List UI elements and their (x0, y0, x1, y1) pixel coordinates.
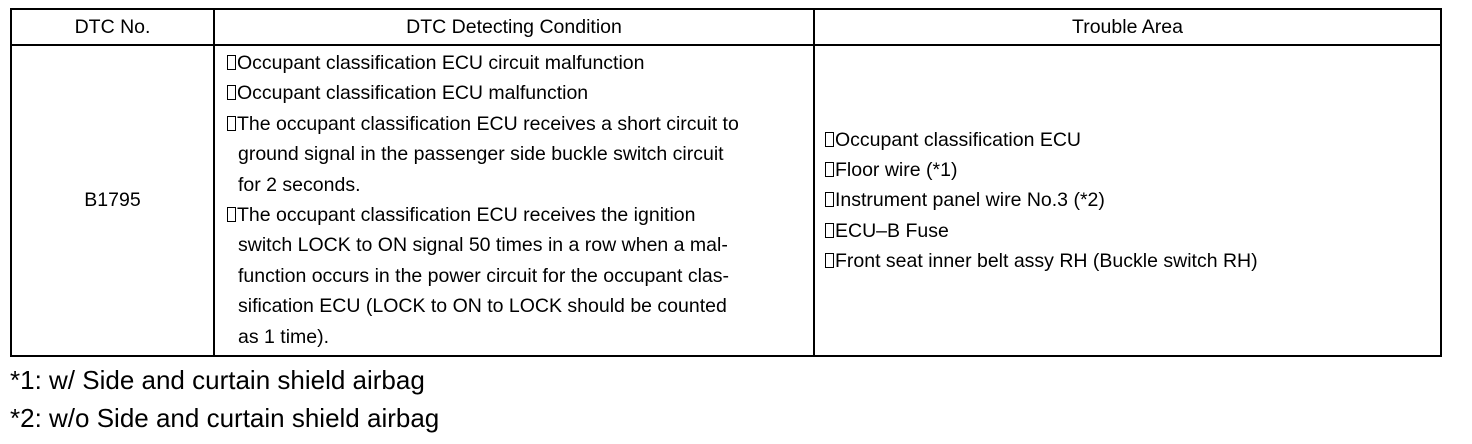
checkbox-icon (227, 207, 236, 222)
checkbox-icon (825, 223, 834, 238)
footnotes (10, 361, 439, 437)
condition-text: sification ECU (LOCK to ON to LOCK should be counted (238, 295, 727, 318)
condition-text: Occupant classification ECU malfunction (237, 82, 589, 105)
header-trouble-area: Trouble Area (814, 9, 1441, 45)
checkbox-icon (825, 253, 834, 268)
condition-item (227, 200, 807, 352)
table-row (11, 45, 1441, 356)
header-row (11, 9, 1441, 45)
dtc-table (10, 8, 1442, 357)
condition-text: Occupant classification ECU circuit malfunction (237, 52, 645, 74)
footnote: *2: w/o Side and curtain shield airbag (10, 403, 440, 433)
footnote: *1: w/ Side and curtain shield airbag (10, 365, 425, 395)
checkbox-icon (227, 116, 236, 131)
header-dtc-no: DTC No. (11, 9, 214, 45)
trouble-area-item: ECU–B Fuse (825, 216, 1434, 246)
condition-text: as 1 time). (238, 325, 330, 348)
header-detecting-condition: DTC Detecting Condition (214, 9, 814, 45)
checkbox-icon (227, 55, 236, 70)
checkbox-icon (825, 192, 834, 207)
condition-text: The occupant classification ECU receives a short circuit to (237, 112, 739, 135)
detecting-condition-cell (214, 45, 814, 356)
condition-text: ground signal in the passenger side buckle switch circuit (238, 143, 724, 166)
condition-item (227, 109, 807, 200)
condition-item (227, 78, 807, 108)
trouble-area-cell (814, 45, 1441, 356)
condition-text: The occupant classification ECU receives the ignition (237, 204, 696, 227)
condition-text: for 2 seconds. (238, 173, 361, 196)
checkbox-icon (825, 132, 834, 147)
condition-text: switch LOCK to ON signal 50 times in a row when a mal- (238, 234, 728, 257)
trouble-area-item: Front seat inner belt assy RH (Buckle switch RH) (825, 246, 1434, 276)
trouble-area-item: Floor wire (*1) (825, 155, 1434, 185)
checkbox-icon (227, 85, 236, 100)
condition-text: function occurs in the power circuit for the occupant clas- (238, 264, 729, 287)
trouble-area-item: Instrument panel wire No.3 (*2) (825, 185, 1434, 215)
dtc-code: B1795 (11, 45, 214, 356)
checkbox-icon (825, 162, 834, 177)
condition-item (227, 48, 807, 78)
trouble-area-item: Occupant classification ECU (825, 125, 1434, 155)
